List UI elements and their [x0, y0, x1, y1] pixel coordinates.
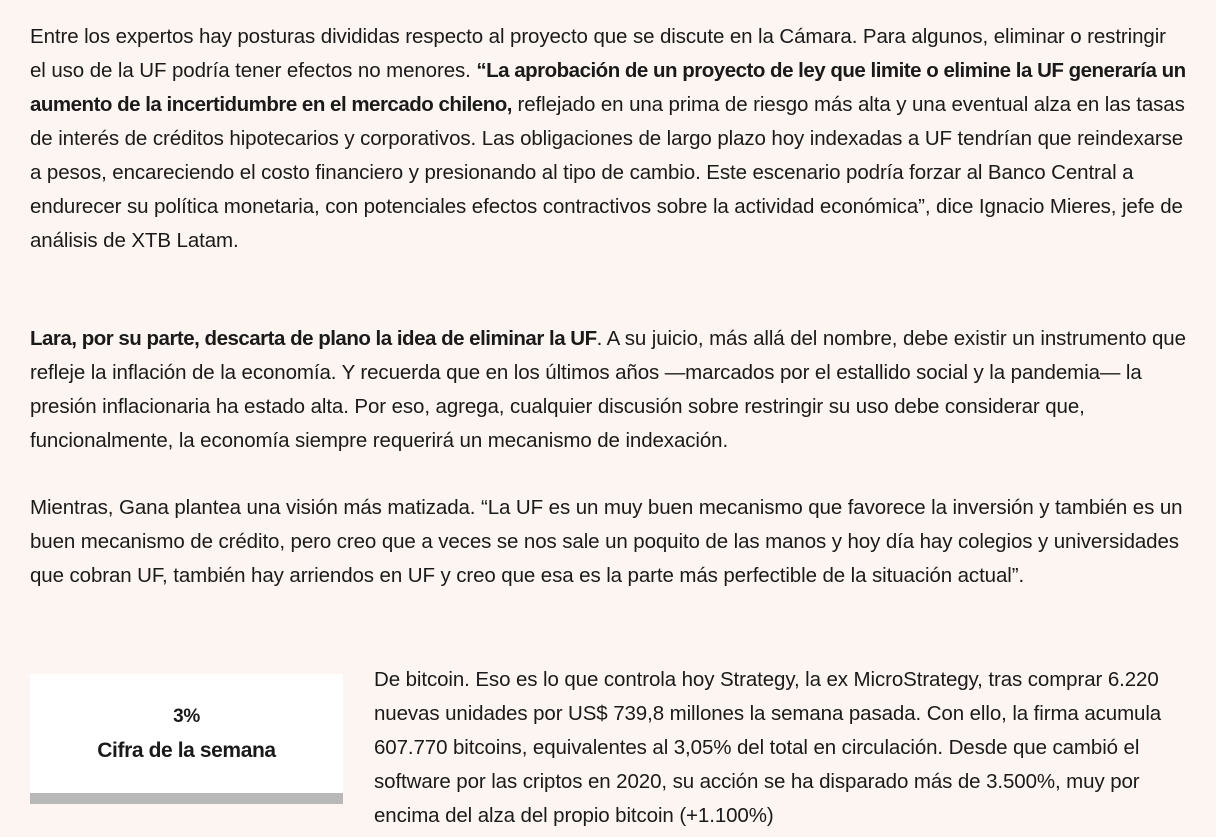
paragraph-experts-rest: reflejado en una prima de riesgo más alta y una eventual alza en las tasas de interés de créditos hipotecarios y corporativos. Las obligaciones de largo plazo hoy indexadas a UF tendrían que reindexarse a pesos, encareciendo el costo financiero y presionando al tipo de cambio. Este escenario podría forzar al Banco Central a endurecer su política monetaria, con potenciales efectos contractivos sobre la actividad económica”, dice Ignacio Mieres, jefe de análisis de XTB Latam.	[30, 93, 1185, 252]
paragraph-lara-rest: . A su juicio, más allá del nombre, debe existir un instrumento que refleje la inflación de la economía. Y recuerda que en los últimos años —marcados por el estallido social y la pandemia— la presión inflacionaria ha estado alta. Por eso, agrega, cualquier discusión sobre restringir su uso debe considerar que, funcionalmente, la economía siempre requerirá un mecanismo de indexación.	[30, 327, 1186, 452]
paragraph-experts-intro: Entre los expertos hay posturas divididas respecto al proyecto que se discute en la Cámara. Para algunos, eliminar o restringir el uso de la UF podría tener efectos no menores.	[30, 25, 1166, 82]
weekly-figure-label: Cifra de la semana	[97, 739, 276, 762]
paragraph-lara	[30, 322, 1186, 458]
paragraph-experts-quote-bold: “La aprobación de un proyecto de ley que limite o elimine la UF generaría un aumento de la incertidumbre en el mercado chileno,	[30, 59, 1186, 116]
paragraph-experts	[30, 20, 1186, 258]
paragraph-gana-text: Mientras, Gana plantea una visión más matizada. “La UF es un muy buen mecanismo que favorece la inversión y también es un buen mecanismo de crédito, pero creo que a veces se nos sale un poquito de las manos y hoy día hay colegios y universidades que cobran UF, también hay arriendos en UF y creo que esa es la parte más perfectible de la situación actual”.	[30, 496, 1183, 587]
article-body	[30, 20, 1186, 593]
weekly-figure-value: 3%	[173, 706, 200, 727]
paragraph-lara-bold: Lara, por su parte, descarta de plano la idea de eliminar la UF	[30, 327, 597, 350]
weekly-figure-box	[30, 674, 343, 804]
weekly-figure-description: De bitcoin. Eso es lo que controla hoy Strategy, la ex MicroStrategy, tras comprar 6.220 nuevas unidades por US$ 739,8 millones la semana pasada. Con ello, la firma acumula 607.770 bitcoins, equivalentes al 3,05% del total en circulación. Desde que cambió el software por las criptos en 2020, su acción se ha disparado más de 3.500%, muy por encima del alza del propio bitcoin (+1.100%)	[374, 668, 1162, 827]
paragraph-gana	[30, 491, 1186, 593]
